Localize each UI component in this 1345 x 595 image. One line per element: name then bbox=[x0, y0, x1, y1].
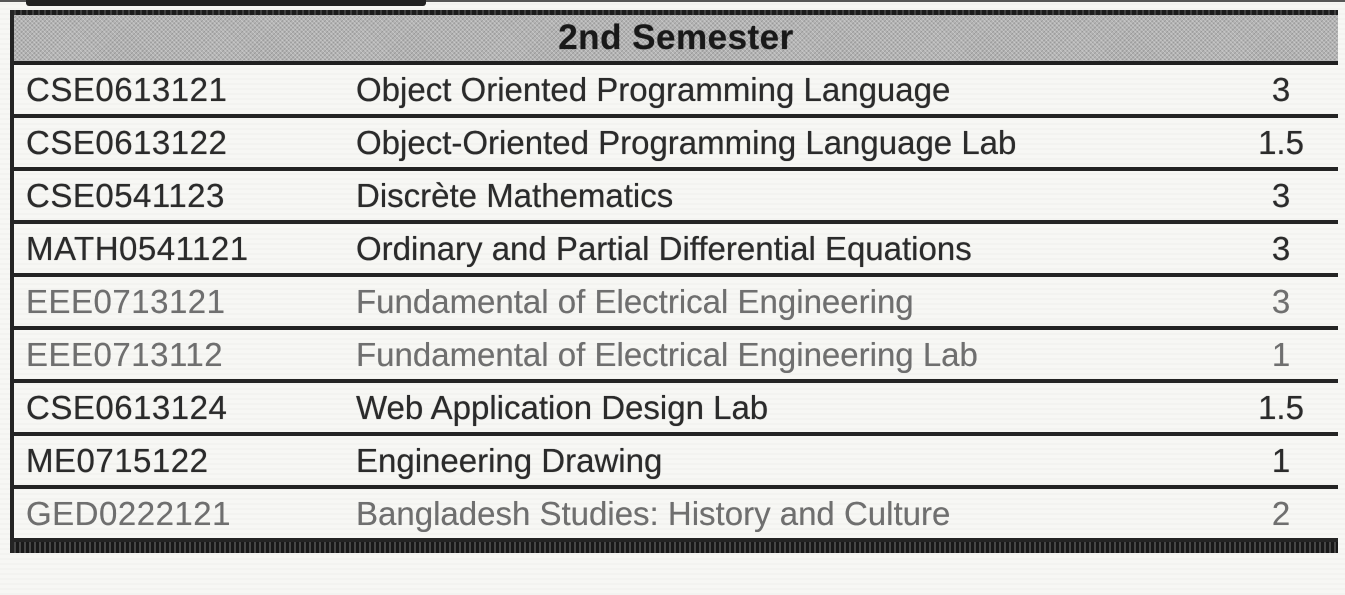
course-title-cell: Discrète Mathematics bbox=[356, 176, 674, 214]
course-title-cell: Ordinary and Partial Differential Equations bbox=[356, 229, 972, 267]
course-title-cell: Fundamental of Electrical Engineering Lab bbox=[356, 335, 978, 373]
course-code-cell: EEE0713121 bbox=[26, 282, 226, 320]
table-row bbox=[14, 383, 1338, 436]
course-code-cell: CSE0613121 bbox=[26, 70, 228, 108]
course-credits-cell: 3 bbox=[1271, 176, 1291, 214]
course-credits-cell: 3 bbox=[1271, 229, 1291, 267]
course-credits-cell: 1 bbox=[1271, 441, 1291, 479]
course-code-cell: EEE0713112 bbox=[26, 335, 224, 373]
course-credits-cell: 1.5 bbox=[1258, 123, 1304, 161]
semester-course-table bbox=[10, 10, 1338, 553]
semester-header-row bbox=[14, 15, 1338, 65]
course-code-cell: CSE0541123 bbox=[26, 176, 225, 214]
course-credits-cell: 1.5 bbox=[1258, 388, 1304, 426]
table-row bbox=[14, 224, 1338, 277]
table-row bbox=[14, 330, 1338, 383]
table-row bbox=[14, 65, 1338, 118]
course-code-cell: CSE0613124 bbox=[26, 388, 228, 426]
table-bottom-border bbox=[14, 542, 1338, 553]
course-credits-cell: 3 bbox=[1271, 282, 1291, 320]
table-row bbox=[14, 277, 1338, 330]
course-title-cell: Bangladesh Studies: History and Culture bbox=[356, 494, 951, 532]
table-row bbox=[14, 118, 1338, 171]
previous-row-border-remnant-thick bbox=[26, 0, 426, 6]
course-credits-cell: 1 bbox=[1271, 335, 1291, 373]
course-code-cell: MATH0541121 bbox=[26, 229, 249, 267]
table-row bbox=[14, 489, 1338, 542]
table-row bbox=[14, 436, 1338, 489]
course-title-cell: Engineering Drawing bbox=[356, 441, 663, 479]
course-title-cell: Object-Oriented Programming Language Lab bbox=[356, 123, 1017, 161]
course-code-cell: CSE0613122 bbox=[26, 123, 228, 161]
course-title-cell: Fundamental of Electrical Engineering bbox=[356, 282, 914, 320]
course-title-cell: Object Oriented Programming Language bbox=[356, 70, 951, 108]
course-code-cell: GED0222121 bbox=[26, 494, 231, 532]
course-title-cell: Web Application Design Lab bbox=[356, 388, 769, 426]
course-credits-cell: 3 bbox=[1271, 70, 1291, 108]
semester-header-title: 2nd Semester bbox=[558, 18, 794, 57]
table-row bbox=[14, 171, 1338, 224]
course-credits-cell: 2 bbox=[1271, 494, 1291, 532]
course-code-cell: ME0715122 bbox=[26, 441, 209, 479]
